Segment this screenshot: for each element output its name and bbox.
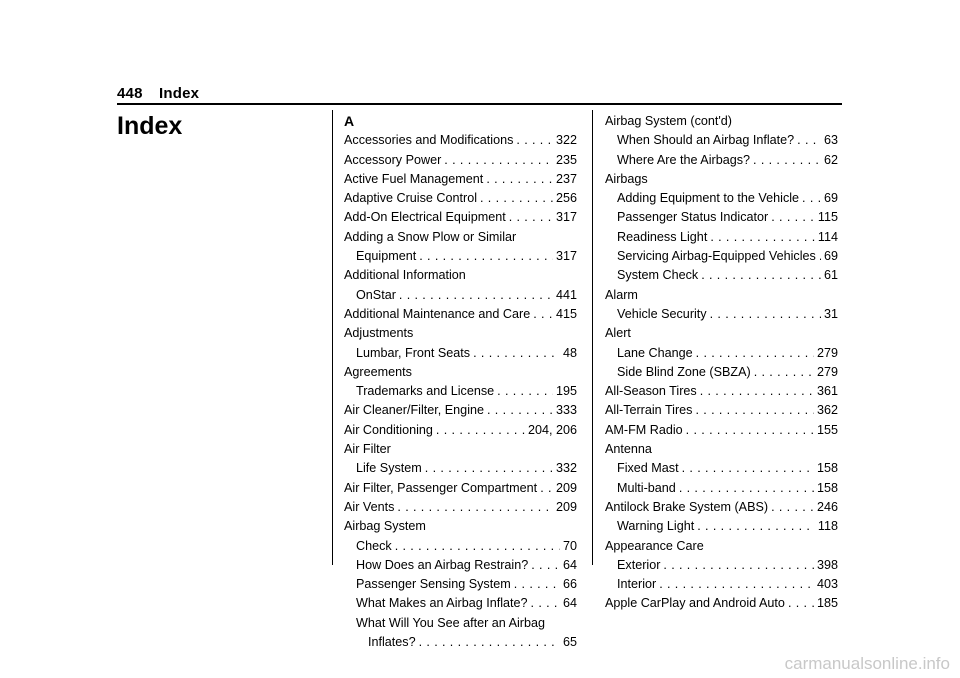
index-entry — [605, 498, 838, 517]
index-entry-term: Adding Equipment to the Vehicle — [617, 191, 800, 206]
dot-leader — [425, 459, 553, 478]
index-entry — [344, 305, 577, 324]
index-entry-term: Interior — [617, 577, 657, 592]
dot-leader — [531, 556, 560, 575]
index-entry-page: 441 — [555, 287, 577, 302]
index-entry — [344, 189, 577, 208]
index-entry — [605, 401, 838, 420]
dot-leader — [679, 479, 814, 498]
index-entry-term: Alert — [605, 326, 631, 341]
dot-leader — [516, 131, 553, 150]
index-entry — [344, 556, 577, 575]
index-entry-term: Air Filter, Passenger Compartment — [344, 480, 538, 495]
index-entry-term: Alarm — [605, 287, 638, 302]
index-entry — [605, 189, 838, 208]
index-entry-term: Active Fuel Management — [344, 171, 484, 186]
index-entry-term: Lane Change — [617, 345, 693, 360]
dot-leader — [540, 479, 553, 498]
index-entry — [605, 382, 838, 401]
index-entry — [605, 208, 838, 227]
index-entry — [605, 440, 838, 459]
index-entry-page: 333 — [555, 403, 577, 418]
index-entry — [605, 228, 838, 247]
index-entry-page: 235 — [555, 152, 577, 167]
dot-leader — [419, 633, 560, 652]
index-entry-term: Air Filter — [344, 442, 391, 457]
dot-leader — [697, 517, 815, 536]
index-entry — [605, 247, 838, 266]
running-header — [117, 85, 199, 102]
index-entry — [344, 594, 577, 613]
dot-leader — [486, 170, 553, 189]
index-entry-term: Apple CarPlay and Android Auto — [605, 596, 785, 611]
dot-leader — [710, 228, 815, 247]
dot-leader — [771, 208, 815, 227]
index-entry-term: Appearance Care — [605, 538, 704, 553]
index-entry-page: 195 — [555, 384, 577, 399]
index-entry-page: 70 — [562, 538, 577, 553]
dot-leader — [802, 189, 821, 208]
index-entry — [344, 131, 577, 150]
index-entry-term: Trademarks and License — [356, 384, 495, 399]
index-entry-page: 63 — [823, 133, 838, 148]
index-entry — [344, 517, 577, 536]
index-entry-term: Airbag System (cont'd) — [605, 114, 732, 128]
index-entry-page: 204, 206 — [527, 422, 577, 437]
index-column-2 — [605, 112, 838, 614]
dot-leader — [399, 286, 553, 305]
index-letter-heading — [344, 112, 577, 131]
index-entry-page: 115 — [817, 210, 838, 225]
header-section-title: Index — [159, 85, 200, 102]
dot-leader — [700, 382, 814, 401]
index-entry-page: 61 — [823, 268, 838, 283]
index-entry — [605, 151, 838, 170]
dot-leader — [487, 401, 553, 420]
index-column-1 — [344, 112, 577, 652]
index-entry-term: Lumbar, Front Seats — [356, 345, 471, 360]
index-entry — [605, 556, 838, 575]
index-entry — [605, 517, 838, 536]
index-entry-page: 317 — [555, 249, 577, 264]
index-entry-page: 279 — [816, 364, 838, 379]
index-entry-term: Readiness Light — [617, 229, 708, 244]
index-entry-term: Air Vents — [344, 499, 395, 514]
index-entry — [344, 498, 577, 517]
index-entry-term: System Check — [617, 268, 699, 283]
dot-leader — [797, 131, 821, 150]
index-entry — [344, 459, 577, 478]
index-entry-term: What Will You See after an Airbag — [356, 615, 546, 630]
index-entry-term: Vehicle Security — [617, 306, 707, 321]
index-entry-term: Servicing Airbag-Equipped Vehicles — [617, 249, 816, 264]
index-entry — [344, 421, 577, 440]
index-entry — [605, 305, 838, 324]
index-entry-term: All-Season Tires — [605, 384, 697, 399]
index-entry-term: A — [344, 113, 355, 129]
index-entry-term: Add-On Electrical Equipment — [344, 210, 506, 225]
index-entry — [605, 421, 838, 440]
index-entry-page: 69 — [823, 249, 838, 264]
index-entry-term: Check — [356, 538, 392, 553]
index-entry-page: 155 — [816, 422, 838, 437]
index-entry-page: 398 — [816, 557, 838, 572]
index-entry-term: Adaptive Cruise Control — [344, 191, 477, 206]
index-entry-page: 31 — [823, 306, 838, 321]
dot-leader — [682, 459, 814, 478]
index-entry — [605, 363, 838, 382]
dot-leader — [419, 247, 553, 266]
index-entry — [605, 131, 838, 150]
index-entry — [344, 382, 577, 401]
index-entry-term: Passenger Sensing System — [356, 577, 511, 592]
dot-leader — [686, 421, 814, 440]
index-entry-page: 118 — [817, 519, 838, 534]
index-entry-term: Side Blind Zone (SBZA) — [617, 364, 751, 379]
dot-leader — [695, 401, 814, 420]
index-entry-term: What Makes an Airbag Inflate? — [356, 596, 528, 611]
index-entry-term: Accessory Power — [344, 152, 442, 167]
index-entry-term: AM-FM Radio — [605, 422, 683, 437]
index-entry-page: 256 — [555, 191, 577, 206]
index-entry — [605, 170, 838, 189]
index-entry — [605, 112, 838, 131]
index-entry — [605, 286, 838, 305]
index-entry — [605, 324, 838, 343]
index-entry-term: Additional Maintenance and Care — [344, 306, 531, 321]
index-entry-term: Accessories and Modifications — [344, 133, 514, 148]
dot-leader — [533, 305, 553, 324]
index-entry-page: 403 — [816, 577, 838, 592]
index-entry — [344, 479, 577, 498]
index-entry-term: Airbag System — [344, 519, 426, 534]
index-entry-page: 114 — [817, 229, 838, 244]
index-title: Index — [117, 112, 183, 140]
dot-leader — [663, 556, 814, 575]
index-entry-term: Warning Light — [617, 519, 695, 534]
index-entry — [344, 286, 577, 305]
index-entry — [605, 266, 838, 285]
dot-leader — [696, 344, 814, 363]
dot-leader — [395, 537, 560, 556]
index-entry — [344, 363, 577, 382]
dot-leader — [531, 594, 560, 613]
dot-leader — [497, 382, 553, 401]
index-entry-page: 322 — [555, 133, 577, 148]
index-entry-term: Antilock Brake System (ABS) — [605, 499, 769, 514]
index-entry-page: 279 — [816, 345, 838, 360]
index-entry-term: Fixed Mast — [617, 461, 679, 476]
index-entry — [605, 344, 838, 363]
index-entry-page: 332 — [555, 461, 577, 476]
index-entry-term: Agreements — [344, 364, 412, 379]
index-entry-page: 209 — [555, 499, 577, 514]
index-entry — [344, 537, 577, 556]
dot-leader — [514, 575, 560, 594]
index-entry-page: 361 — [816, 384, 838, 399]
index-entry-term: Adding a Snow Plow or Similar — [344, 229, 517, 244]
index-entry — [605, 537, 838, 556]
index-entry-term: Air Conditioning — [344, 422, 433, 437]
index-entry-page: 158 — [816, 461, 838, 476]
index-entry — [344, 344, 577, 363]
index-entry-page: 209 — [555, 480, 577, 495]
index-entry-page: 66 — [562, 577, 577, 592]
watermark: carmanualsonline.info — [784, 654, 950, 673]
index-entry — [344, 401, 577, 420]
index-entry-page: 65 — [562, 635, 577, 650]
dot-leader — [710, 305, 821, 324]
index-entry-page: 237 — [555, 171, 577, 186]
dot-leader — [436, 421, 525, 440]
index-entry — [344, 440, 577, 459]
dot-leader — [473, 344, 560, 363]
index-entry-page: 415 — [555, 306, 577, 321]
index-entry — [344, 208, 577, 227]
dot-leader — [659, 575, 814, 594]
index-entry — [605, 479, 838, 498]
index-entry-term: Equipment — [356, 249, 417, 264]
index-entry-term: Passenger Status Indicator — [617, 210, 769, 225]
page-number: 448 — [117, 85, 143, 102]
index-entry-page: 64 — [562, 557, 577, 572]
dot-leader — [480, 189, 553, 208]
index-entry — [344, 228, 577, 247]
index-entry-page: 317 — [555, 210, 577, 225]
column-divider-right — [592, 110, 593, 565]
index-entry — [605, 575, 838, 594]
index-entry — [605, 594, 838, 613]
index-entry-page: 185 — [816, 596, 838, 611]
index-entry — [344, 324, 577, 343]
index-entry-page: 246 — [816, 499, 838, 514]
index-entry-term: Adjustments — [344, 326, 414, 341]
index-entry-term: Multi-band — [617, 480, 676, 495]
index-entry-page: 362 — [816, 403, 838, 418]
dot-leader — [444, 151, 553, 170]
index-entry-page: 69 — [823, 191, 838, 206]
index-entry-term: Airbags — [605, 171, 648, 186]
dot-leader — [753, 151, 821, 170]
index-entry-term: When Should an Airbag Inflate? — [617, 133, 795, 148]
index-entry — [344, 575, 577, 594]
dot-leader — [509, 208, 553, 227]
dot-leader — [771, 498, 814, 517]
index-entry — [344, 247, 577, 266]
index-entry-term: Life System — [356, 461, 422, 476]
dot-leader — [701, 266, 821, 285]
index-entry-term: Antenna — [605, 442, 652, 457]
index-entry — [344, 170, 577, 189]
index-entry-term: Inflates? — [368, 635, 416, 650]
index-entry-page: 62 — [823, 152, 838, 167]
index-entry-term: How Does an Airbag Restrain? — [356, 557, 529, 572]
index-entry-page: 158 — [816, 480, 838, 495]
index-entry — [344, 633, 577, 652]
dot-leader — [397, 498, 553, 517]
index-entry-term: Exterior — [617, 557, 661, 572]
index-entry — [344, 266, 577, 285]
index-entry-page: 48 — [562, 345, 577, 360]
index-entry — [344, 151, 577, 170]
index-entry-term: Where Are the Airbags? — [617, 152, 751, 167]
header-rule — [117, 103, 842, 105]
dot-leader — [754, 363, 814, 382]
index-entry — [344, 614, 577, 633]
index-entry-term: Additional Information — [344, 268, 466, 283]
index-entry-page: 64 — [562, 596, 577, 611]
index-entry-term: OnStar — [356, 287, 396, 302]
index-entry — [605, 459, 838, 478]
column-divider-left — [332, 110, 333, 565]
dot-leader — [819, 247, 821, 266]
dot-leader — [788, 594, 814, 613]
index-entry-term: All-Terrain Tires — [605, 403, 693, 418]
index-entry-term: Air Cleaner/Filter, Engine — [344, 403, 484, 418]
